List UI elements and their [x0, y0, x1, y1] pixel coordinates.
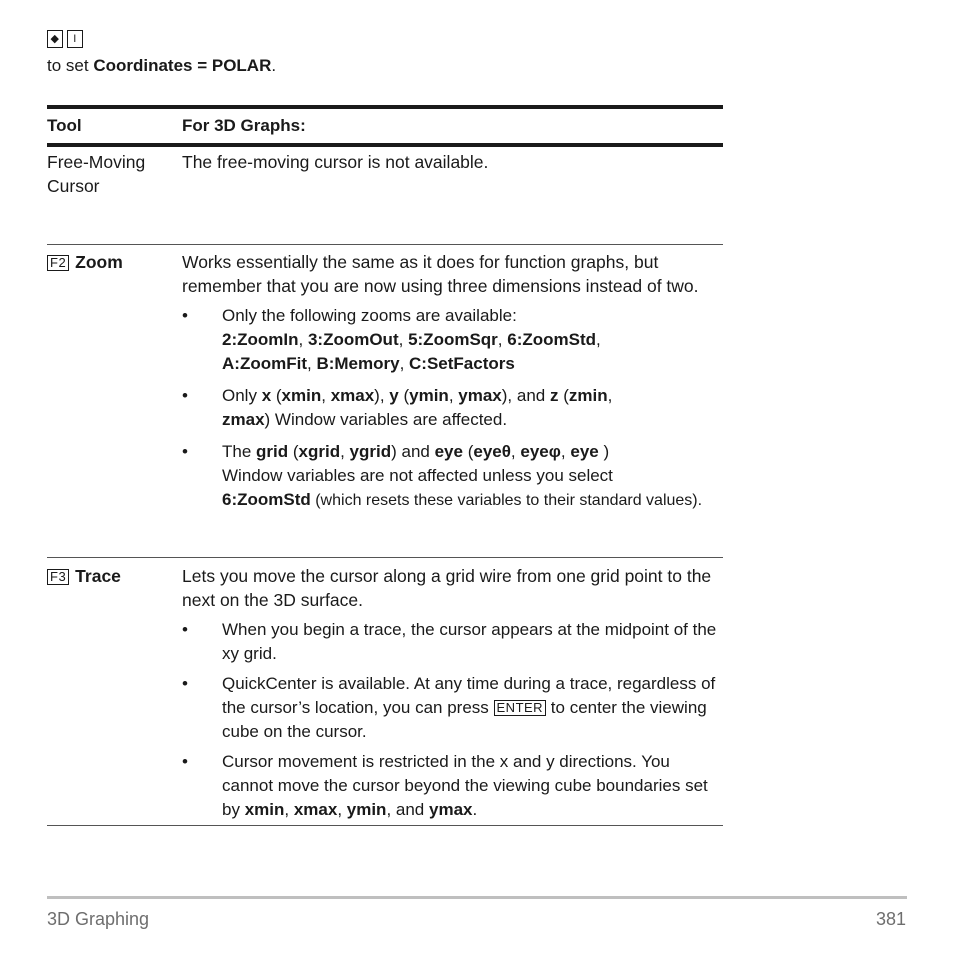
table-row-trace: [47, 558, 723, 826]
table-header: [47, 109, 723, 147]
table-row-free-moving: [47, 147, 723, 245]
zoom-label: Zoom: [75, 252, 123, 272]
list-item: • Cursor movement is restricted in the x and y directions. You cannot move the cursor beyond the viewing cube boundaries set by xmin, xmax, ymin, and ymax.: [182, 750, 723, 822]
desc-free-moving: The free-moving cursor is not available.: [182, 152, 489, 172]
enter-key: ENTER: [494, 700, 547, 716]
intro-text: to set Coordinates = POLAR.: [47, 56, 277, 75]
zoom-bullets: [182, 304, 723, 513]
list-item: • QuickCenter is available. At any time during a trace, regardless of the cursor’s location, you can press ENTER to center the viewing cube on the cursor.: [182, 672, 723, 744]
trace-bullets: [182, 618, 723, 822]
page-number: 381: [875, 909, 906, 929]
f2-key: F2: [47, 255, 69, 271]
i-key: I: [67, 30, 83, 48]
tool-trace: [47, 561, 182, 825]
list-item: • The grid (xgrid, ygrid) and eye (eyeθ, eyeφ, eye ) Window variables are not affected unless you select 6:ZoomStd (which resets these variables to their standard values).: [182, 440, 723, 513]
list-item: • Only x (xmin, xmax), y (ymin, ymax), and z (zmin, zmax) Window variables are affected.: [182, 384, 723, 432]
coordinates-setting: Coordinates = POLAR: [93, 56, 272, 75]
header-desc: For 3D Graphs:: [182, 116, 306, 135]
desc-trace: Lets you move the cursor along a grid wire from one grid point to the next on the 3D surface. • When you begin a trace, the cursor appears at the midpoint of the xy grid. • QuickCenter is available. At any time during a trace, regardless of the cursor’s location, you can press ENTER to center the viewing cube on the cursor. • Cursor movement is restricted in the x and y directions. You cannot move the cursor beyond the viewing cube boundaries set by xmin, xmax, ymin, and ymax.: [182, 561, 723, 825]
key-sequence: [47, 30, 87, 50]
footer-divider: [47, 896, 907, 899]
f3-key: F3: [47, 569, 69, 585]
footer-section-title: 3D Graphing: [47, 909, 150, 929]
trace-label: Trace: [75, 566, 121, 586]
tool-free-moving: Free-Moving Cursor: [47, 152, 146, 196]
tools-table: [47, 105, 723, 826]
table-row-zoom: [47, 245, 723, 558]
header-tool: Tool: [47, 116, 82, 135]
desc-zoom: Works essentially the same as it does for function graphs, but remember that you are now using three dimensions instead of two. • Only the following zooms are available: 2:ZoomIn, 3:ZoomOut, 5:ZoomSqr, 6:ZoomStd, A:ZoomFit, B:Memory, C:SetFactors • Only x (xmin, xmax), y (ymin, ymax), and z (zmin, zmax) Window variables are affected. • The grid (xgrid, ygrid) and eye (eyeθ, eyeφ, eye ) Window variables are not affected unless you select 6:ZoomStd (which resets these variables to their standard values).: [182, 247, 723, 557]
list-item: • When you begin a trace, the cursor appears at the midpoint of the xy grid.: [182, 618, 723, 666]
list-item: • Only the following zooms are available: 2:ZoomIn, 3:ZoomOut, 5:ZoomSqr, 6:ZoomStd, A:ZoomFit, B:Memory, C:SetFactors: [182, 304, 723, 376]
tool-zoom: [47, 247, 182, 557]
diamond-key: ◆: [47, 30, 63, 48]
